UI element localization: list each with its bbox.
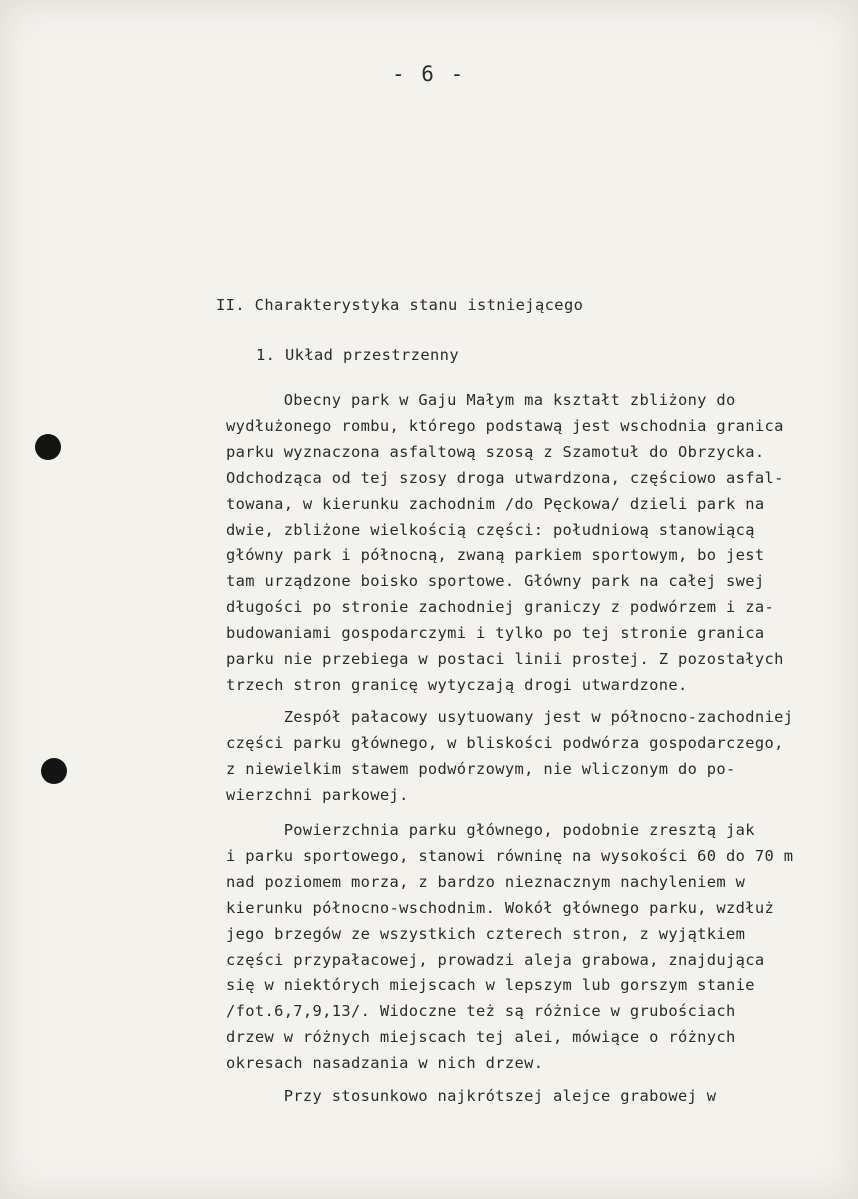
paragraph-hornbeam-alley	[226, 1084, 856, 1110]
text-line: Powierzchnia parku głównego, podobnie zresztą jak	[226, 821, 755, 839]
text-line: i parku sportowego, stanowi równinę na wysokości 60 do 70 m	[226, 846, 794, 865]
text-line: /fot.6,7,9,13/. Widoczne też są różnice w grubościach	[226, 1002, 736, 1021]
text-line: kierunku północno-wschodnim. Wokół głównego parku, wzdłuż	[226, 898, 775, 917]
text-line: okresach nasadzania w nich drzew.	[226, 1054, 544, 1073]
page-number: - 6 -	[392, 62, 466, 86]
text-line: części przypałacowej, prowadzi aleja grabowa, znajdująca	[226, 950, 765, 969]
text-line: główny park i północną, zwaną parkiem sportowym, bo jest	[226, 546, 765, 565]
subsection-heading: 1. Układ przestrzenny	[256, 346, 459, 364]
text-line: budowaniami gospodarczymi i tylko po tej stronie granica	[226, 624, 765, 643]
text-line: trzech stron granicę wytyczają drogi utwardzone.	[226, 675, 688, 694]
text-line: drzew w różnych miejscach tej alei, mówiące o różnych	[226, 1028, 736, 1047]
text-line: Zespół pałacowy usytuowany jest w północno-zachodniej	[226, 708, 794, 726]
text-line: części parku głównego, w bliskości podwórza gospodarczego,	[226, 733, 784, 752]
text-line: Przy stosunkowo najkrótszej alejce grabowej w	[226, 1087, 717, 1105]
text-line: tam urządzone boisko sportowe. Główny park na całej swej	[226, 572, 765, 591]
text-line: z niewielkim stawem podwórzowym, nie wliczonym do po-	[226, 759, 736, 778]
text-line: parku wyznaczona asfaltową szosą z Szamotuł do Obrzycka.	[226, 442, 765, 461]
paragraph-palace-complex	[226, 705, 856, 809]
text-line: wydłużonego rombu, którego podstawą jest wschodnia granica	[226, 416, 784, 435]
section-heading: II. Charakterystyka stanu istniejącego	[216, 296, 584, 314]
text-line: parku nie przebiega w postaci linii prostej. Z pozostałych	[226, 650, 784, 669]
text-line: jego brzegów ze wszystkich czterech stron, z wyjątkiem	[226, 924, 746, 943]
text-line: wierzchni parkowej.	[226, 785, 409, 804]
text-line: Obecny park w Gaju Małym ma kształt zbliżony do	[226, 391, 736, 409]
paragraph-surface	[226, 818, 856, 1077]
paragraph-layout	[226, 388, 856, 699]
text-line: się w niektórych miejscach w lepszym lub gorszym stanie	[226, 976, 755, 995]
text-line: Odchodząca od tej szosy droga utwardzona, częściowo asfal-	[226, 468, 784, 487]
text-line: długości po stronie zachodniej graniczy z podwórzem i za-	[226, 598, 775, 617]
text-line: towana, w kierunku zachodnim /do Pęckowa/ dzieli park na	[226, 494, 765, 513]
punch-hole	[41, 758, 67, 784]
punch-hole	[35, 434, 61, 460]
text-line: dwie, zbliżone wielkością części: południową stanowiącą	[226, 520, 755, 539]
text-line: nad poziomem morza, z bardzo nieznacznym nachyleniem w	[226, 872, 746, 891]
